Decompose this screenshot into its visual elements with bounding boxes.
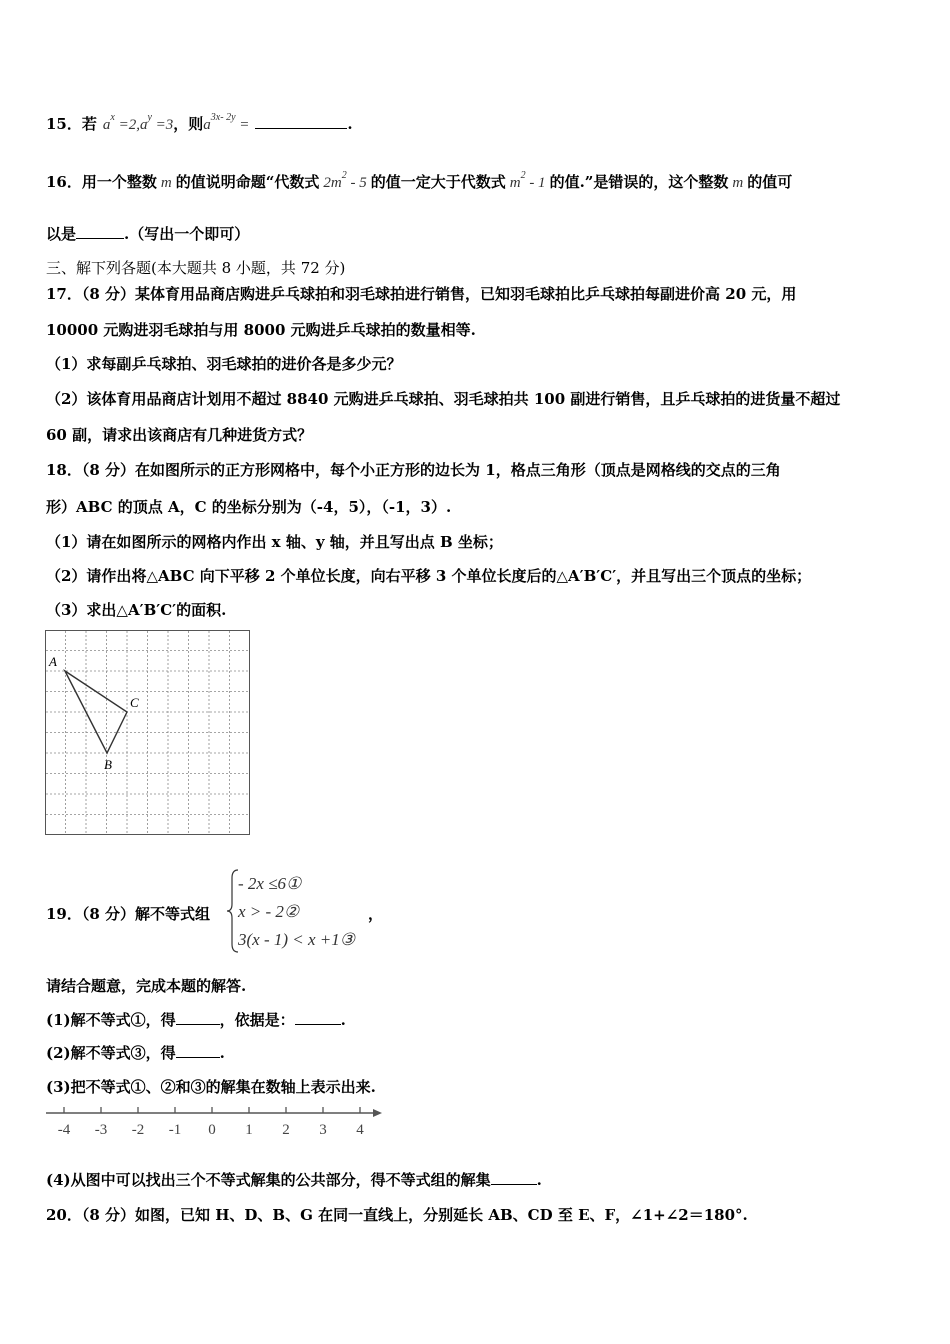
question-16-line2: 以是 .（写出一个即可） [46,225,250,243]
axis-tick-label: 4 [356,1122,364,1138]
axis-tick-label: 2 [282,1122,290,1138]
axis-tick-label: 0 [208,1122,216,1138]
q18-line1: 18．（8 分）在如图所示的正方形网格中，每个小正方形的边长为 1，格点三角形（顶点是网格线的交点的三角 [46,461,781,479]
q19-ineq-3: 3(x - 1) < x +1③ [238,930,356,949]
q19-part2: (2)解不等式③，得 . [46,1044,225,1062]
axis-ticks [58,1107,365,1138]
q20-line1: 20．（8 分）如图，已知 H、D、B、G 在同一直线上，分别延长 AB、CD 至 E、F，∠1+∠2＝180°. [46,1206,748,1224]
axis-tick-label: 3 [319,1122,327,1138]
q19-ineq-2: x > - 2② [238,902,300,921]
q19-inequality-system [238,870,355,954]
q15-cond1: $a^x =2,a^y =3$ [102,112,174,133]
axis-tick-label: 1 [245,1122,253,1138]
axis-tick-label: -1 [168,1122,182,1138]
q19-part3: (3)把不等式①、②和③的解集在数轴上表示出来. [46,1078,376,1096]
q15-answer-blank[interactable] [255,114,347,129]
q19-ineq-1: - 2x ≤6① [238,874,302,893]
q15-then: ，则 [173,115,204,133]
label-c: C [130,695,139,710]
axis-tick-label: -2 [131,1122,145,1138]
q19-part1: (1)解不等式①，得 ，依据是： . [46,1011,346,1029]
number-line [44,1104,384,1140]
q19-prefix: 19．（8 分）解不等式组 [46,905,211,923]
q19-part4: (4)从图中可以找出三个不等式解集的公共部分，得不等式组的解集 . [46,1171,542,1189]
q19-p2-blank[interactable] [176,1043,220,1058]
section-heading: 三、解下列各题(本大题共 8 小题，共 72 分) [46,259,346,277]
q19-p1-blank-1[interactable] [176,1010,220,1025]
q17-line1: 17．（8 分）某体育用品商店购进乒乓球拍和羽毛球拍进行销售，已知羽毛球拍比乒乓球拍每副进价高 20 元，用 [46,285,797,303]
q16-expr2: $m^2 - 1$ [509,170,546,191]
axis-tick-label: -4 [57,1122,71,1138]
label-b: B [104,757,112,772]
q16-answer-blank[interactable] [76,224,124,239]
q18-line2: 形）ABC 的顶点 A，C 的坐标分别为（-4，5），（-1，3）. [46,498,452,516]
q16-expr1: $2m^2 - 5$ [323,170,367,191]
q15-label: 15．若 [46,115,97,133]
q18-part1: （1）请在如图所示的网格内作出 x 轴、y 轴，并且写出点 B 坐标； [46,533,503,551]
question-16-line1: 16．用一个整数 m 的值说明命题“代数式 $2m^2 - 5$ 的值一定大于代数式 $m^2 - 1$ 的值.”是错误的，这个整数 m 的值可 [46,170,793,191]
q18-part3: （3）求出△A′B′C′的面积. [46,601,227,619]
q19-intro: 请结合题意，完成本题的解答. [46,977,247,995]
axis-tick-label: -3 [94,1122,108,1138]
number-line-arrow-icon [373,1109,382,1117]
q19-p1-blank-2[interactable] [295,1010,341,1025]
label-a: A [49,654,57,669]
q17-line2: 10000 元购进羽毛球拍与用 8000 元购进乒乓球拍的数量相等. [46,321,476,339]
q16-var-m2: m [732,175,744,191]
q19-p4-blank[interactable] [491,1170,537,1185]
q18-grid-figure [45,630,251,836]
q15-expr: $a^{3x- 2y}$ = [203,112,250,133]
q17-part1: （1）求每副乒乓球拍、羽毛球拍的进价各是多少元？ [46,355,402,373]
question-15: 15．若 $a^x =2,a^y =3$，则$a^{3x- 2y}$ = . [46,112,353,133]
q16-var-m: m [160,175,172,191]
q19-suffix: ， [368,905,384,923]
q17-part2-line2: 60 副，请求出该商店有几种进货方式？ [46,426,313,444]
q18-part2: （2）请作出将△ABC 向下平移 2 个单位长度，向右平移 3 个单位长度后的△A′B′C′，并且写出三个顶点的坐标； [46,567,812,585]
q17-part2-line1: （2）该体育用品商店计划用不超过 8840 元购进乒乓球拍、羽毛球拍共 100 副进行销售，且乒乓球拍的进货量不超过 [46,390,841,408]
